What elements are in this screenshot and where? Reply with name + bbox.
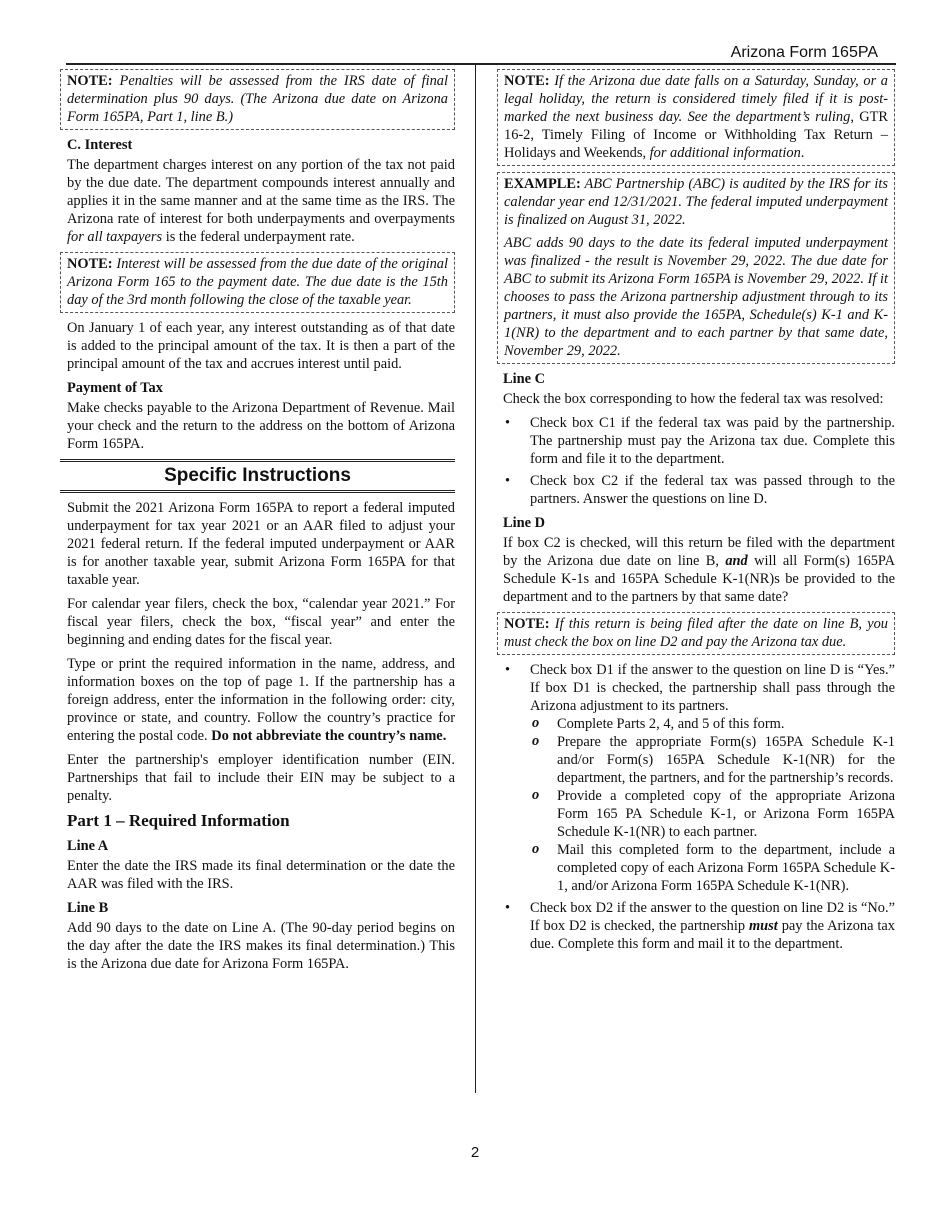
interest-section [60, 136, 455, 246]
list-item: • Check box C2 if the federal tax was passed through to the partners. Answer the questions on line D. [503, 472, 895, 508]
note-penalties [60, 69, 455, 130]
page-number: 2 [470, 1144, 480, 1161]
left-column [60, 69, 455, 979]
line-a-heading: Line A [67, 838, 109, 854]
interest-paragraph-2: On January 1 of each year, any interest outstanding as of that date is added to the principal amount of the tax. It is then a part of the principal amount of the tax and accrues interest until paid. [67, 320, 455, 372]
payment-paragraph: Make checks payable to the Arizona Department of Revenue. Mail your check and the return to the address on the bottom of Arizona Form 165PA. [67, 400, 455, 452]
interest-heading: C. Interest [67, 137, 133, 153]
list-item: • Check box C1 if the federal tax was paid by the partnership. The partnership must pay the Arizona tax due. Complete this form and file it to the department. [503, 414, 895, 468]
line-c-heading: Line C [503, 371, 545, 387]
column-divider [475, 65, 476, 1093]
note-due-date: NOTE: If the Arizona due date falls on a Saturday, Sunday, or a legal holiday, the return is considered timely filed if it is post-marked the next business day. See the department’s ruling, GTR 16-2, Timely Filing of Income or Withholding Tax Return – Holidays and Weekends, for additional information. [497, 69, 895, 166]
sub-list-item: o Prepare the appropriate Form(s) 165PA Schedule K-1 and/or Form(s) 165PA Schedule K-1(NR) for the department, the partners, and for the partnership’s records. [530, 733, 895, 787]
line-b-heading: Line B [67, 900, 109, 916]
specific-instructions-heading: Specific Instructions [60, 459, 455, 493]
payment-heading: Payment of Tax [67, 380, 163, 396]
specific-paragraph-2: For calendar year filers, check the box, “calendar year 2021.” For fiscal year filers, check the box, “fiscal year” and enter the beginning and ending dates for the fiscal year. [67, 596, 455, 648]
line-d-paragraph: If box C2 is checked, will this return be filed with the department by the Arizona due date on line B, and will all Form(s) 165PA Schedule K-1s and 165PA Schedule K-1(NR)s be provided to the department and to the partners by that same date? [503, 535, 895, 605]
note-label: NOTE: [67, 73, 113, 89]
specific-paragraph-1: Submit the 2021 Arizona Form 165PA to report a federal imputed underpayment for tax year 2021 or an AAR filed to adjust your 2021 federal return. If the federal imputed underpayment or AAR is for another taxable year, submit Arizona Form 165PA for that taxable year. [67, 500, 455, 588]
sub-list-item: o Provide a completed copy of the appropriate Arizona Form 165 PA Schedule K-1, or Arizona Form 165PA Schedule K-1(NR) to each partner. [530, 787, 895, 841]
d1-sublist [530, 715, 895, 895]
specific-paragraph-4: Enter the partnership's employer identification number (EIN. Partnerships that fail to include their EIN may be subject to a penalty. [67, 752, 455, 804]
sub-list-item: o Complete Parts 2, 4, and 5 of this form. [530, 715, 895, 733]
interest-paragraph: The department charges interest on any portion of the tax not paid by the due date. The department compounds interest annually and applies it in the same manner and at the same time as the IRS. The Arizona rate of interest for both underpayments and overpayments for all taxpayers is the federal underpayment rate. [67, 157, 455, 245]
form-title: Arizona Form 165PA [730, 44, 878, 61]
note-text: Interest will be assessed from the due date of the original Arizona Form 165 to the payment date. The due date is the 15th day of the 3rd month following the close of the taxable year. [67, 256, 448, 308]
list-item-d2: • Check box D2 if the answer to the question on line D2 is “No.” If box D2 is checked, the partnership must pay the Arizona tax due. Complete this form and mail it to the department. [503, 899, 895, 953]
note-late-filing: NOTE: If this return is being filed after the date on line B, you must check the box on line D2 and pay the Arizona tax due. [497, 612, 895, 655]
line-d-list [503, 661, 895, 953]
right-column [497, 69, 895, 959]
part1-heading: Part 1 – Required Information [67, 811, 290, 830]
line-a-paragraph: Enter the date the IRS made its final determination or the date the AAR was filed with the IRS. [67, 858, 455, 892]
specific-paragraph-3: Type or print the required information in the name, address, and information boxes on the top of page 1. If the partnership has a foreign address, enter the information in the following order: city, province or state, and country. Follow the country’s practice for entering the postal code. Do not abbreviate the country’s name. [67, 656, 455, 744]
note-interest [60, 252, 455, 313]
list-item-d1: • Check box D1 if the answer to the question on line D is “Yes.” If box D1 is checked, the partnership shall pass through the Arizona adjustment to its partners. o Complete Parts 2, 4, and 5 of this form. o Prepare the appropriate Form(s) 165PA Schedule K-1 and/or Form(s) 165PA Schedule K-1(NR) for the department, the partners, and for the partnership’s records. o Provide a completed copy of the appropriate Arizona Form 165 PA Schedule K-1, or Arizona Form 165PA Schedule K-1(NR) to each partner. o Mail this completed form to the department, include a completed copy of each Arizona Form 165PA Schedule K-1, and/or Arizona Form 165PA Schedule K-1(NR). [503, 661, 895, 895]
sub-list-item: o Mail this completed form to the department, include a completed copy of each Arizona Form 165PA Schedule K-1, and/or Arizona Form 165PA Schedule K-1(NR). [530, 841, 895, 895]
example-box: EXAMPLE: ABC Partnership (ABC) is audited by the IRS for its calendar year end 12/31/2021. The federal imputed underpayment is finalized on August 31, 2022. ABC adds 90 days to the date its federal imputed underpayment was finalized - the result is November 29, 2022. The due date for ABC to submit its Arizona Form 165PA is November 29, 2022. If it chooses to pass the Arizona partnership adjustment through to its partners, it must also provide the 165PA, Schedule(s) K-1 and K-1(NR) to the department and to each partner by that same date, November 29, 2022. [497, 172, 895, 364]
line-b-paragraph: Add 90 days to the date on Line A. (The 90-day period begins on the day after the date the IRS makes its final determination.) This is the Arizona due date for Arizona Form 165PA. [67, 920, 455, 972]
line-c-list [503, 414, 895, 508]
line-c-paragraph: Check the box corresponding to how the federal tax was resolved: [503, 391, 884, 407]
example-paragraph-2: ABC adds 90 days to the date its federal imputed underpayment was finalized - the result is November 29, 2022. The due date for ABC to submit its Arizona Form 165PA is November 29, 2022. If it chooses to pass the Arizona partnership adjustment through to its partners, it must also provide the 165PA, Schedule(s) K-1 and K-1(NR) to the department and to each partner by that same date, November 29, 2022. [504, 235, 888, 359]
line-d-heading: Line D [503, 515, 545, 531]
note-label: NOTE: [67, 256, 113, 272]
header-rule [66, 63, 896, 65]
note-text: Penalties will be assessed from the IRS date of final determination plus 90 days. (The Arizona due date on Arizona Form 165PA, Part 1, line B.) [67, 73, 448, 125]
example-label: EXAMPLE: [504, 176, 581, 192]
